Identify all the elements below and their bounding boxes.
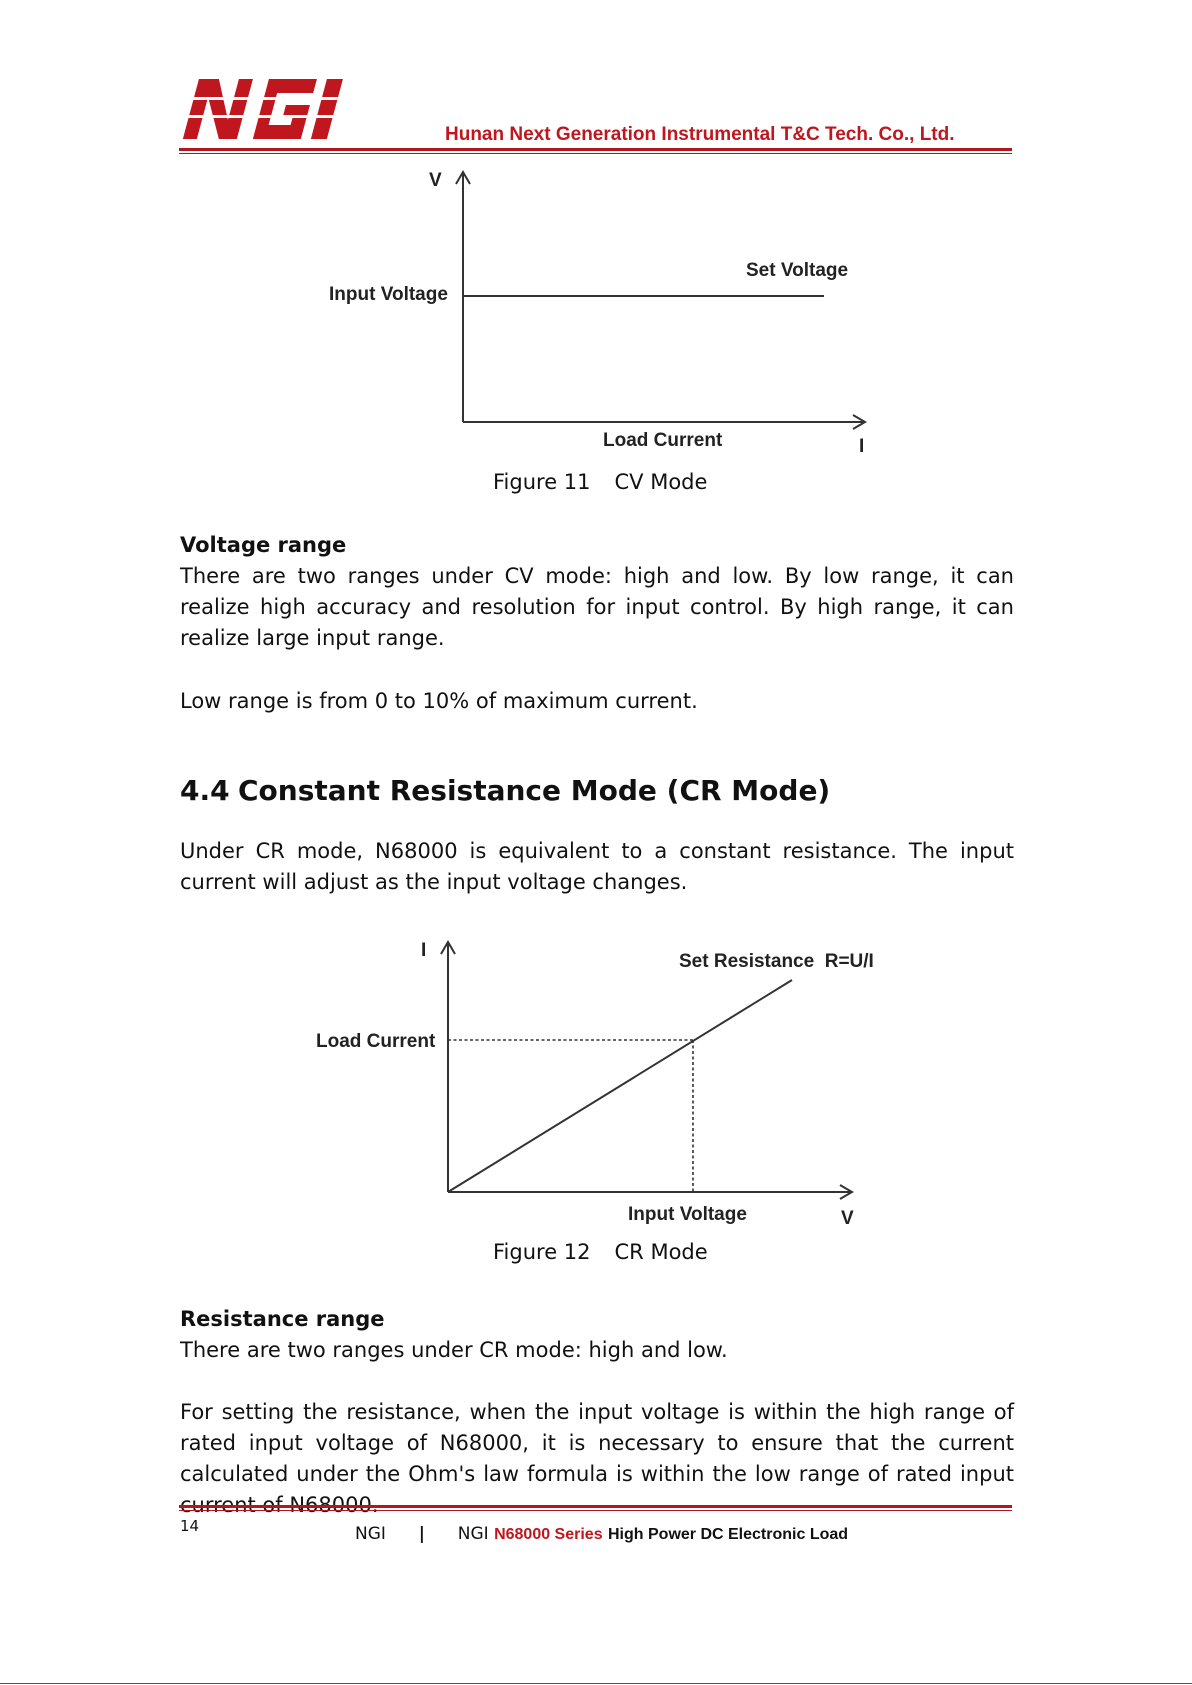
ngi-logo xyxy=(178,75,358,145)
resistance-range-heading: Resistance range xyxy=(180,1307,385,1331)
figure-11-caption xyxy=(493,470,707,494)
page-bottom-rule xyxy=(0,1683,1192,1684)
set-resistance-label: Set Resistance R=U/I xyxy=(679,951,874,972)
page-number: 14 xyxy=(180,1517,200,1535)
footer-product: High Power DC Electronic Load xyxy=(608,1526,849,1543)
voltage-range-heading: Voltage range xyxy=(180,533,347,557)
resistance-line xyxy=(448,980,792,1192)
caption-title: CV Mode xyxy=(614,470,708,494)
input-voltage-label: Input Voltage xyxy=(628,1204,747,1225)
x-axis-label: I xyxy=(859,436,865,457)
section-number: 4.4 xyxy=(180,774,230,807)
voltage-range-paragraph-2: Low range is from 0 to 10% of maximum current. xyxy=(180,689,698,713)
footer-rule xyxy=(179,1505,1012,1508)
load-current-label: Load Current xyxy=(603,430,723,451)
footer-left: NGI xyxy=(355,1524,386,1544)
caption-title: CR Mode xyxy=(614,1240,708,1264)
load-current-label: Load Current xyxy=(316,1031,436,1052)
section-title: Constant Resistance Mode (CR Mode) xyxy=(238,774,831,807)
x-axis-label: V xyxy=(841,1208,854,1229)
figure-11 xyxy=(0,160,1192,500)
caption-number: Figure 12 xyxy=(493,1240,591,1264)
cr-mode-chart xyxy=(440,938,860,1208)
figure-12-caption xyxy=(493,1240,708,1264)
footer-series: N68000 Series xyxy=(494,1526,603,1543)
y-axis-label: I xyxy=(421,940,427,961)
header xyxy=(0,0,1192,160)
input-voltage-label: Input Voltage xyxy=(329,284,448,305)
resistance-range-paragraph-1: There are two ranges under CR mode: high and low. xyxy=(180,1338,728,1362)
footer-brand: NGI xyxy=(457,1524,489,1544)
header-rule-thin xyxy=(179,153,1012,154)
header-rule xyxy=(179,148,1012,151)
cv-mode-chart xyxy=(455,168,875,448)
caption-number: Figure 11 xyxy=(493,470,591,494)
footer-separator: | xyxy=(418,1524,425,1544)
resistance-range-paragraph-2: For setting the resistance, when the input voltage is within the high range of rated input voltage of N68000, it is necessary to ensure that the current calculated under the Ohm's law formula is within the low range of rated input current of N68000. xyxy=(180,1400,1014,1517)
set-voltage-label: Set Voltage xyxy=(746,260,849,281)
y-axis-label: V xyxy=(429,170,442,191)
figure-12 xyxy=(0,930,1192,1270)
voltage-range-paragraph-1: There are two ranges under CV mode: high and low. By low range, it can realize high accuracy and resolution for input control. By high range, it can realize large input range. xyxy=(180,564,1014,650)
footer-rule-thin xyxy=(179,1510,1012,1511)
section-paragraph: Under CR mode, N68000 is equivalent to a constant resistance. The input current will adjust as the input voltage changes. xyxy=(180,839,1014,894)
company-name: Hunan Next Generation Instrumental T&C Tech. Co., Ltd. xyxy=(445,124,955,145)
section-heading xyxy=(180,774,830,807)
footer-text xyxy=(355,1524,848,1544)
